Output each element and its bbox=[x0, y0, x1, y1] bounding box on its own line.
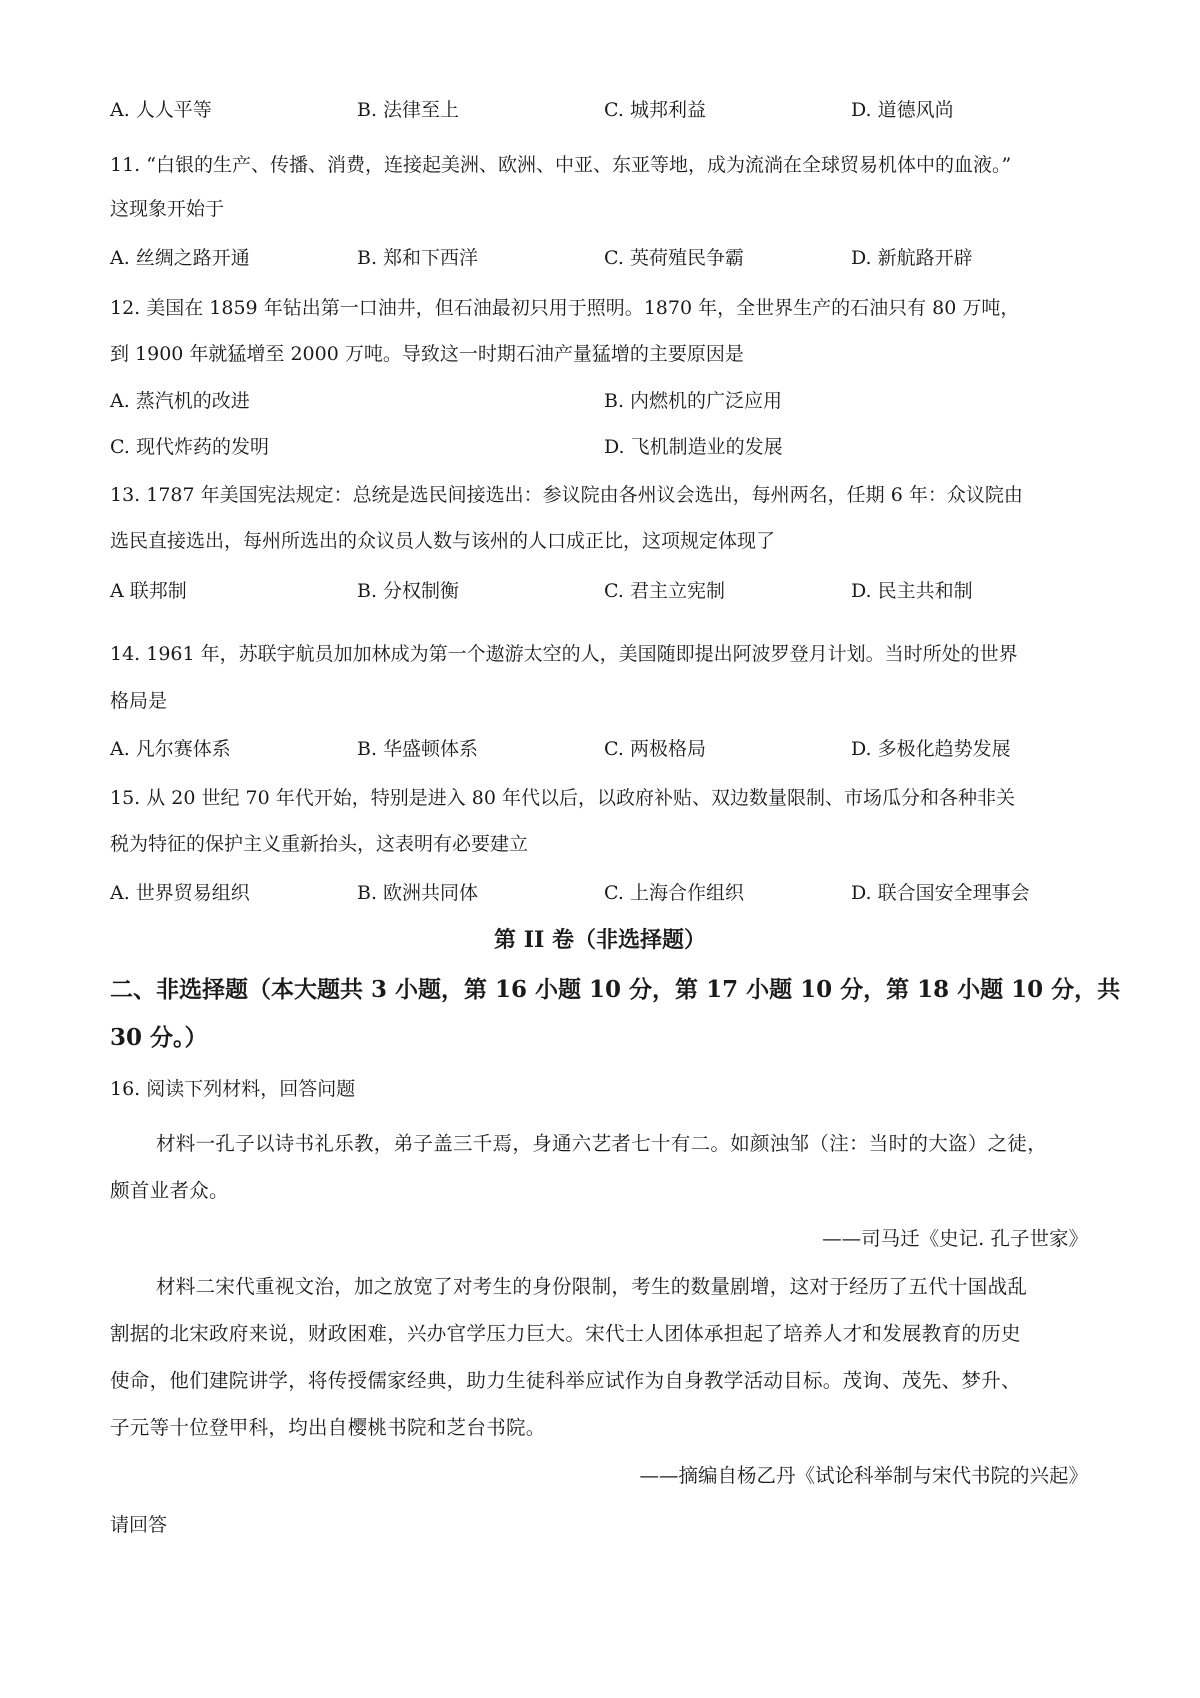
q16-material1-source: ——司马迁《史记. 孔子世家》 bbox=[822, 1227, 1088, 1250]
q11-option-a: A. 丝绸之路开通 bbox=[110, 247, 250, 269]
q16-material2-line2: 割据的北宋政府来说，财政困难，兴办官学压力巨大。宋代士人团体承担起了培养人才和发展教育的历史 bbox=[110, 1322, 1021, 1345]
q13-stem: 13. 1787 年美国宪法规定：总统是选民间接选出：参议院由各州议会选出，每州两名，任期 6 年：众议院由 bbox=[110, 484, 1023, 506]
q11-stem-cont: 这现象开始于 bbox=[110, 198, 225, 220]
q12-option-d: D. 飞机制造业的发展 bbox=[604, 436, 783, 458]
q11-option-d: D. 新航路开辟 bbox=[851, 247, 973, 269]
q12-option-b: B. 内燃机的广泛应用 bbox=[604, 390, 783, 412]
q13-option-c: C. 君主立宪制 bbox=[604, 580, 725, 602]
q11-option-b: B. 郑和下西洋 bbox=[357, 247, 479, 269]
q10-option-a: A. 人人平等 bbox=[110, 99, 212, 121]
part2-heading-cont: 30 分。） bbox=[110, 1024, 208, 1051]
q16-material2-source: ——摘编自杨乙丹《试论科举制与宋代书院的兴起》 bbox=[639, 1464, 1088, 1487]
q15-option-d: D. 联合国安全理事会 bbox=[851, 882, 1030, 904]
q16-answer-prompt: 请回答 bbox=[110, 1514, 168, 1536]
q15-option-a: A. 世界贸易组织 bbox=[110, 882, 250, 904]
q13-option-d: D. 民主共和制 bbox=[851, 580, 973, 602]
part2-title: 第 II 卷（非选择题） bbox=[494, 927, 706, 953]
q12-stem: 12. 美国在 1859 年钻出第一口油井，但石油最初只用于照明。1870 年，全世界生产的石油只有 80 万吨， bbox=[110, 297, 1020, 319]
q11-option-c: C. 英荷殖民争霸 bbox=[604, 247, 744, 269]
q12-stem-cont: 到 1900 年就猛增至 2000 万吨。导致这一时期石油产量猛增的主要原因是 bbox=[110, 343, 744, 365]
q13-option-a: A 联邦制 bbox=[110, 580, 187, 602]
q16-material1-cont: 颇首业者众。 bbox=[110, 1179, 229, 1202]
q16-material2: 材料二宋代重视文治，加之放宽了对考生的身份限制，考生的数量剧增，这对于经历了五代十国战乱 bbox=[156, 1275, 1028, 1298]
q10-option-b: B. 法律至上 bbox=[357, 99, 460, 121]
q16-material1: 材料一孔子以诗书礼乐教，弟子盖三千焉，身通六艺者七十有二。如颜浊邹（注：当时的大盗）之徒， bbox=[156, 1132, 1048, 1155]
part2-heading: 二、非选择题（本大题共 3 小题，第 16 小题 10 分，第 17 小题 10 分，第 18 小题 10 分，共 bbox=[110, 976, 1121, 1003]
q13-stem-cont: 选民直接选出，每州所选出的众议员人数与该州的人口成正比，这项规定体现了 bbox=[110, 530, 776, 552]
q16-material2-line4: 子元等十位登甲科，均出自樱桃书院和芝台书院。 bbox=[110, 1416, 546, 1439]
q16-stem: 16. 阅读下列材料，回答问题 bbox=[110, 1078, 356, 1100]
q10-option-c: C. 城邦利益 bbox=[604, 99, 706, 121]
q14-option-d: D. 多极化趋势发展 bbox=[851, 738, 1011, 760]
q14-option-b: B. 华盛顿体系 bbox=[357, 738, 479, 760]
q15-option-c: C. 上海合作组织 bbox=[604, 882, 744, 904]
q10-option-d: D. 道德风尚 bbox=[851, 99, 954, 121]
q15-stem-cont: 税为特征的保护主义重新抬头，这表明有必要建立 bbox=[110, 833, 529, 855]
q15-stem: 15. 从 20 世纪 70 年代开始，特别是进入 80 年代以后，以政府补贴、双边数量限制、市场瓜分和各种非关 bbox=[110, 787, 1016, 809]
q16-material2-line3: 使命，他们建院讲学，将传授儒家经典，助力生徒科举应试作为自身教学活动目标。茂询、茂先、梦升、 bbox=[110, 1369, 1021, 1392]
q12-option-c: C. 现代炸药的发明 bbox=[110, 436, 269, 458]
q15-option-b: B. 欧洲共同体 bbox=[357, 882, 479, 904]
q14-option-a: A. 凡尔赛体系 bbox=[110, 738, 231, 760]
q12-option-a: A. 蒸汽机的改进 bbox=[110, 390, 250, 412]
q14-stem-cont: 格局是 bbox=[110, 690, 168, 712]
q14-stem: 14. 1961 年，苏联宇航员加加林成为第一个遨游太空的人，美国随即提出阿波罗登月计划。当时所处的世界 bbox=[110, 643, 1018, 665]
q14-option-c: C. 两极格局 bbox=[604, 738, 706, 760]
q11-stem: 11. “白银的生产、传播、消费，连接起美洲、欧洲、中亚、东亚等地，成为流淌在全球贸易机体中的血液。” bbox=[110, 154, 1012, 176]
q13-option-b: B. 分权制衡 bbox=[357, 580, 460, 602]
